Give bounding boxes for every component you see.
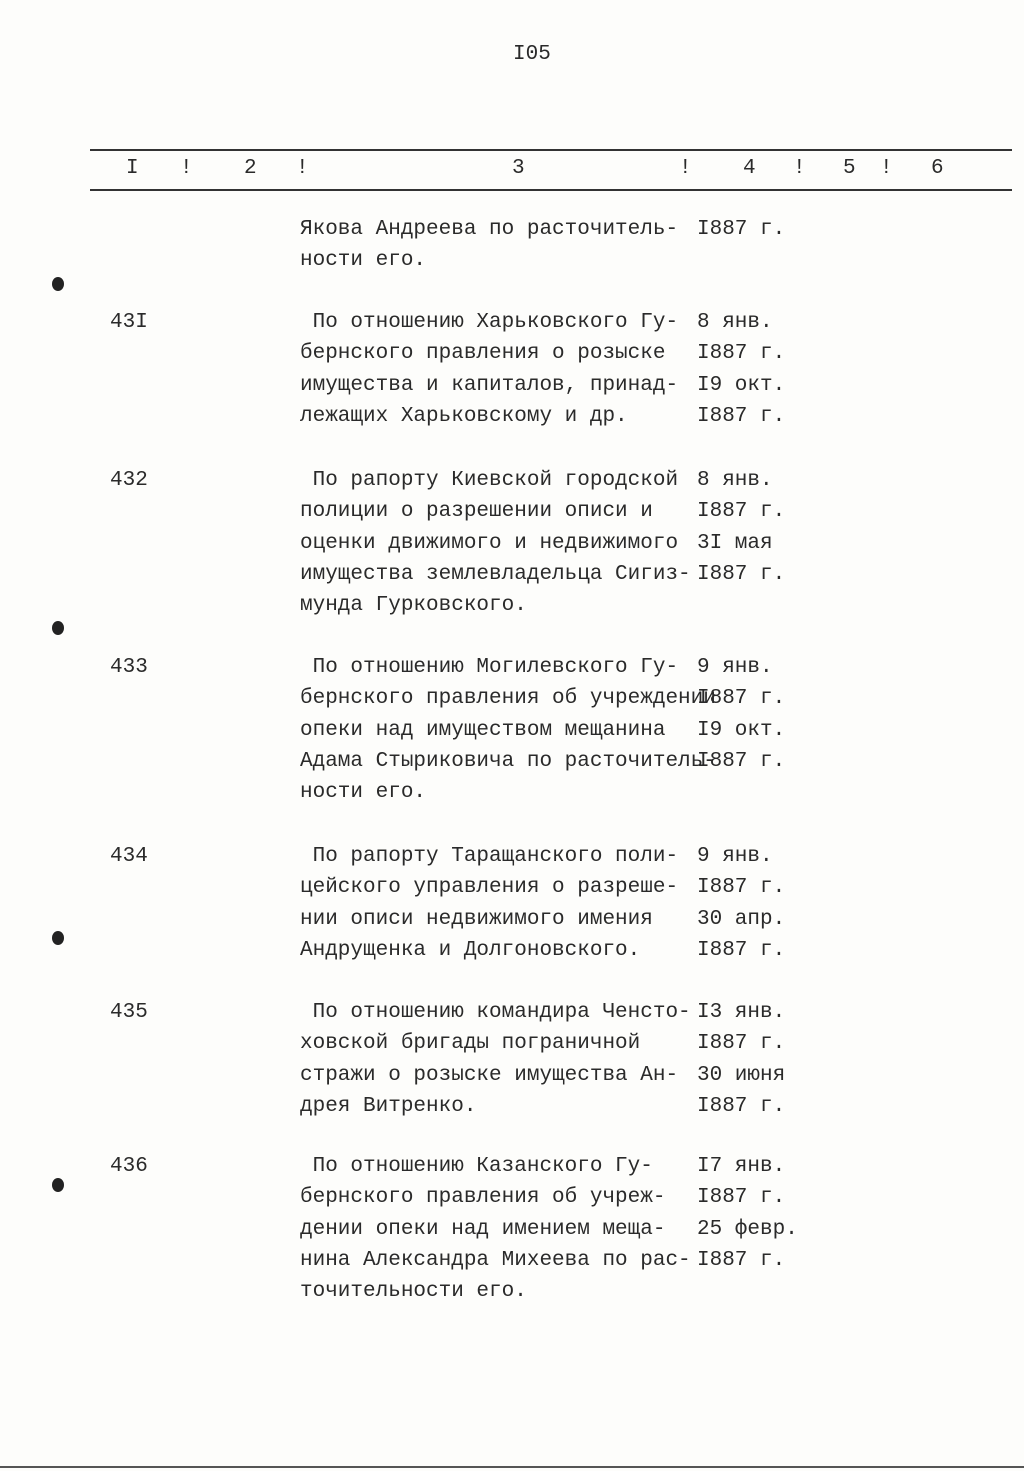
entry-description-line: По рапорту Таращанского поли- <box>300 845 679 868</box>
entry-date: I887 г. <box>697 1186 786 1209</box>
header-separator: ! <box>296 157 309 180</box>
entry-date: I887 г. <box>697 1032 786 1055</box>
entry-description-line: бернского правления о розыске <box>300 342 666 365</box>
entry-description-line: цейского управления о разреше- <box>300 876 679 899</box>
table-header-bottom-rule <box>90 189 1012 191</box>
entry-date: 9 янв. <box>697 845 773 868</box>
entry-description-line: По отношению Харьковского Гу- <box>300 311 679 334</box>
entry-number: 43I <box>110 311 148 334</box>
entry-description-line: мунда Гурковского. <box>300 594 527 617</box>
entry-description-line: нии описи недвижимого имения <box>300 908 653 931</box>
header-col-4: 4 <box>743 157 756 180</box>
entry-date: I9 окт. <box>697 374 786 397</box>
entry-number: 436 <box>110 1155 148 1178</box>
entry-description-line: Андрущенка и Долгоновского. <box>300 939 641 962</box>
entry-date: I887 г. <box>697 563 786 586</box>
binding-hole-mark <box>52 277 64 291</box>
binding-hole-mark <box>52 621 64 635</box>
entry-description-line: ности его. <box>300 249 427 272</box>
entry-date: 9 янв. <box>697 656 773 679</box>
entry-description-line: Якова Андреева по расточитель- <box>300 218 679 241</box>
header-col-1: I <box>126 157 139 180</box>
header-col-5: 5 <box>843 157 856 180</box>
entry-date: I887 г. <box>697 1249 786 1272</box>
header-col-2: 2 <box>244 157 257 180</box>
entry-date: I887 г. <box>697 218 786 241</box>
entry-date: 8 янв. <box>697 469 773 492</box>
entry-description-line: ховской бригады пограничной <box>300 1032 641 1055</box>
entry-date: I887 г. <box>697 1095 786 1118</box>
entry-date: I7 янв. <box>697 1155 786 1178</box>
binding-hole-mark <box>52 931 64 945</box>
header-separator: ! <box>793 157 806 180</box>
entry-description-line: лежащих Харьковскому и др. <box>300 405 628 428</box>
header-separator: ! <box>679 157 692 180</box>
page-bottom-edge <box>0 1466 1024 1468</box>
binding-hole-mark <box>52 1178 64 1192</box>
entry-description-line: По рапорту Киевской городской <box>300 469 679 492</box>
header-col-6: 6 <box>931 157 944 180</box>
entry-date: I887 г. <box>697 500 786 523</box>
header-separator: ! <box>880 157 893 180</box>
entry-description-line: полиции о разрешении описи и <box>300 500 653 523</box>
entry-description-line: имущества и капиталов, принад- <box>300 374 679 397</box>
entry-date: I3 янв. <box>697 1001 786 1024</box>
entry-description-line: точительности его. <box>300 1280 527 1303</box>
entry-description-line: дении опеки над имением меща- <box>300 1218 666 1241</box>
table-header-top-rule <box>90 149 1012 151</box>
entry-date: I887 г. <box>697 687 786 710</box>
entry-description-line: дрея Витренко. <box>300 1095 477 1118</box>
page-number: I05 <box>513 43 551 66</box>
entry-description-line: По отношению Казанского Гу- <box>300 1155 653 1178</box>
header-col-3: 3 <box>512 157 525 180</box>
entry-date: I9 окт. <box>697 719 786 742</box>
entry-date: 30 июня <box>697 1064 786 1087</box>
entry-description-line: оценки движимого и недвижимого <box>300 532 679 555</box>
entry-description-line: бернского правления об учреждении <box>300 687 716 710</box>
entry-description-line: стражи о розыске имущества Ан- <box>300 1064 679 1087</box>
entry-description-line: опеки над имуществом мещанина <box>300 719 666 742</box>
entry-description-line: ности его. <box>300 781 427 804</box>
entry-date: I887 г. <box>697 750 786 773</box>
entry-date: 30 апр. <box>697 908 786 931</box>
entry-description-line: нина Александра Михеева по рас- <box>300 1249 691 1272</box>
entry-date: I887 г. <box>697 405 786 428</box>
entry-description-line: имущества землевладельца Сигиз- <box>300 563 691 586</box>
entry-description-line: По отношению командира Ченсто- <box>300 1001 691 1024</box>
header-separator: ! <box>180 157 193 180</box>
entry-description-line: Адама Стыриковича по расточитель- <box>300 750 716 773</box>
entry-number: 434 <box>110 845 148 868</box>
entry-number: 433 <box>110 656 148 679</box>
entry-date: 3I мая <box>697 532 773 555</box>
entry-date: 25 февр. <box>697 1218 798 1241</box>
entry-number: 435 <box>110 1001 148 1024</box>
entry-date: I887 г. <box>697 939 786 962</box>
entry-date: I887 г. <box>697 876 786 899</box>
entry-date: I887 г. <box>697 342 786 365</box>
entry-description-line: По отношению Могилевского Гу- <box>300 656 679 679</box>
entry-date: 8 янв. <box>697 311 773 334</box>
entry-description-line: бернского правления об учреж- <box>300 1186 666 1209</box>
entry-number: 432 <box>110 469 148 492</box>
